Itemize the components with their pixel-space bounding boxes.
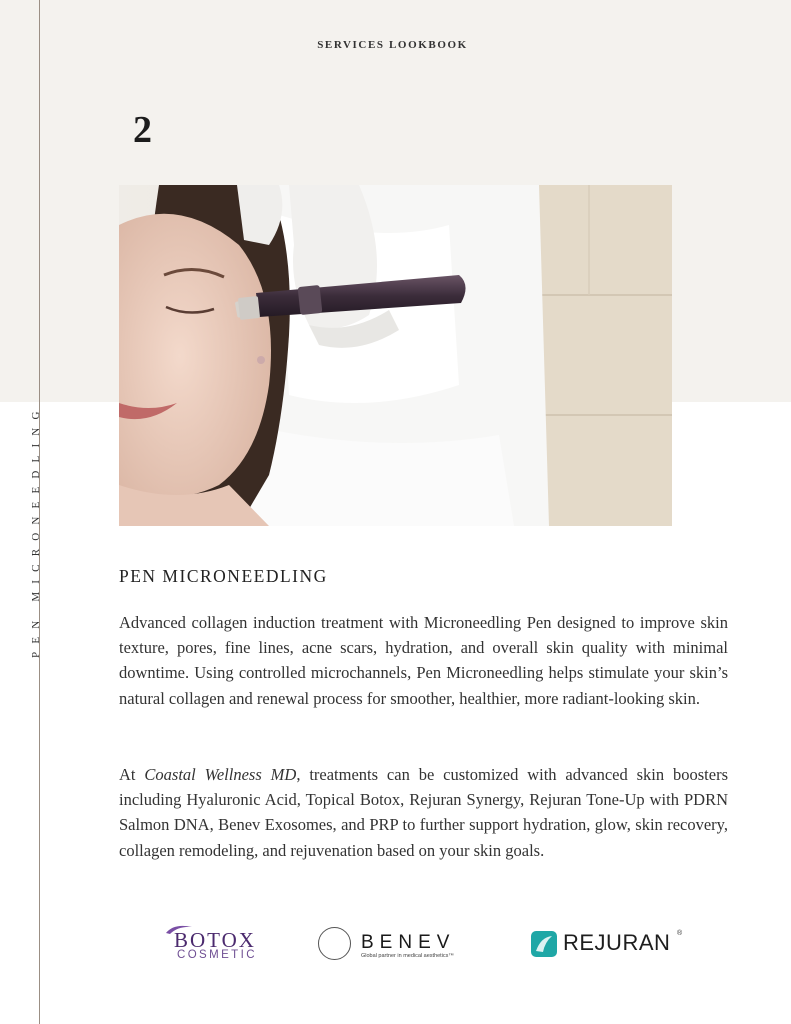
- botox-wordmark: BOTOX: [174, 928, 256, 952]
- treatment-photo: [119, 185, 672, 526]
- customization-paragraph: [119, 762, 728, 863]
- benev-logo: [318, 924, 478, 964]
- rejuran-wordmark: REJURAN: [563, 930, 671, 955]
- paragraph-rest: , treatments can be customized with advanced skin boosters including Hyaluronic Acid, Topical Botox, Rejuran Synergy, Rejuran Tone-Up with PDRN Salmon DNA, Benev Exosomes, and PRP to further support hydration, glow, skin recovery, collagen remodeling, and rejuvenation based on your skin goals.: [119, 765, 728, 860]
- benev-circle-icon: [318, 927, 351, 960]
- registered-mark: ®: [677, 930, 683, 937]
- paragraph-prefix: At: [119, 765, 145, 784]
- botox-subtitle: COSMETIC: [177, 949, 257, 961]
- brand-name: Coastal Wellness MD: [144, 765, 297, 784]
- section-title: PEN MICRONEEDLING: [119, 566, 328, 586]
- page-number: 2: [133, 109, 152, 151]
- benev-tagline: Global partner in medical aesthetics™: [361, 953, 454, 959]
- rejuran-logo: [531, 928, 691, 960]
- rejuran-mark-icon: [531, 931, 557, 957]
- document-header-title: SERVICES LOOKBOOK: [317, 39, 468, 51]
- description-paragraph: Advanced collagen induction treatment with Microneedling Pen designed to improve skin texture, pores, fine lines, acne scars, hydration, and overall skin quality with minimal downtime. Using controlled microchannels, Pen Microneedling helps stimulate your skin’s natural collagen and renewal process for smoother, healthier, more radiant-looking skin.: [119, 613, 728, 708]
- botox-cosmetic-logo: [160, 922, 270, 964]
- benev-wordmark: BENEV: [361, 932, 456, 953]
- vertical-section-label: PEN MICRONEEDLING: [30, 403, 42, 658]
